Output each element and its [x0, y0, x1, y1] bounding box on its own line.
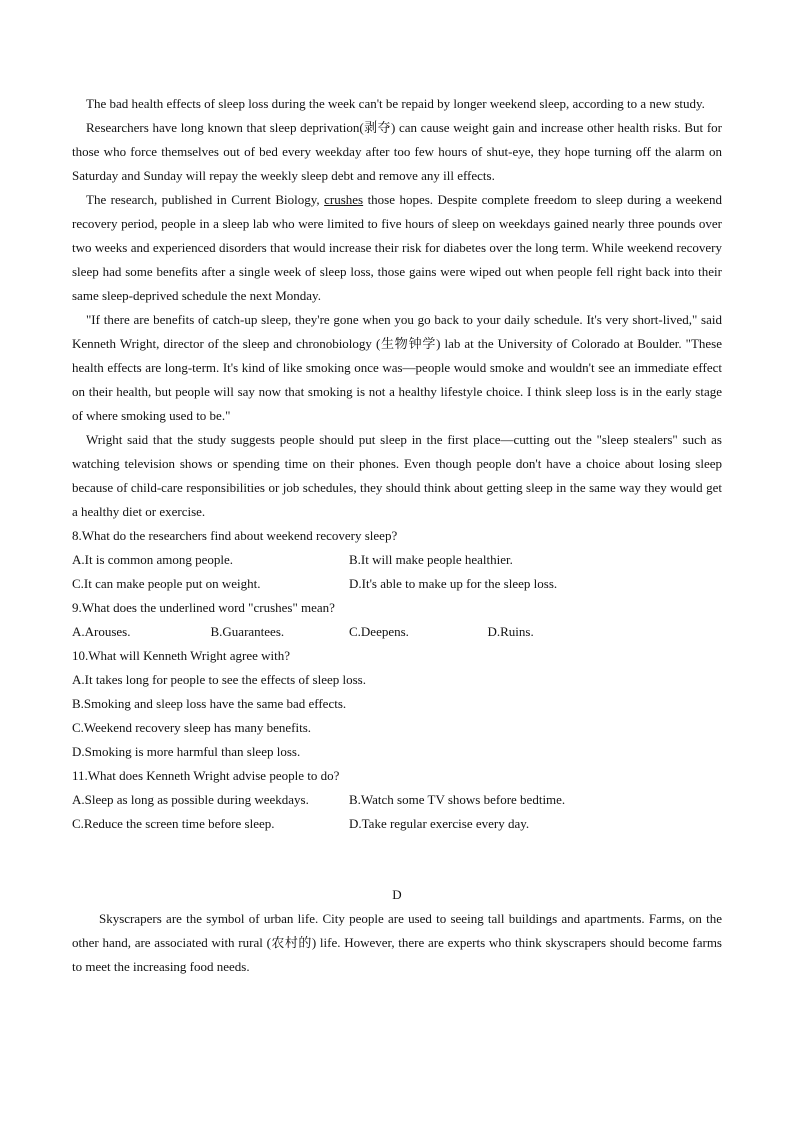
- question-8-option-b: B.It will make people healthier.: [349, 552, 513, 567]
- question-9-options: [72, 620, 722, 644]
- passage-paragraph-2: Researchers have long known that sleep deprivation(剥夺) can cause weight gain and increase other health risks. But for those who force themselves out of bed every weekday after too few hours of shut-eye, they hope turning off the alarm on Saturday and Sunday will repay the weekly sleep debt and remove any ill effects.: [72, 120, 722, 183]
- question-9-stem: 9.What does the underlined word "crushes" mean?: [72, 600, 335, 615]
- passage-paragraph-3: [72, 188, 722, 308]
- question-9-option-c: C.Deepens.: [349, 624, 409, 639]
- question-8-options-row-1: [72, 548, 722, 572]
- question-9-option-b: B.Guarantees.: [210, 624, 285, 639]
- question-11-option-a: A.Sleep as long as possible during weekdays.: [72, 792, 309, 807]
- paragraph-3-start: The research, published in Current Biology,: [86, 192, 325, 207]
- question-11-options-row-1: [72, 788, 722, 812]
- question-8-stem: 8.What do the researchers find about weekend recovery sleep?: [72, 528, 398, 543]
- question-11-option-b: B.Watch some TV shows before bedtime.: [349, 792, 566, 807]
- underlined-word-crushes: crushes: [324, 192, 364, 207]
- passage-paragraph-5: Wright said that the study suggests people should put sleep in the first place—cutting out the "sleep stealers" such as watching television shows or spending time on their phones. Even though people don't have a choice about losing sleep because of child-care responsibilities or job schedules, they should think about getting sleep in the same way they would get a healthy diet or exercise.: [72, 432, 722, 519]
- question-9-option-a: A.Arouses.: [72, 624, 131, 639]
- question-10-option-b: B.Smoking and sleep loss have the same bad effects.: [72, 696, 347, 711]
- question-10-option-c: C.Weekend recovery sleep has many benefits.: [72, 720, 312, 735]
- question-10-option-d: D.Smoking is more harmful than sleep loss.: [72, 744, 301, 759]
- question-11-option-c: C.Reduce the screen time before sleep.: [72, 816, 275, 831]
- section-d-paragraph-1: Skyscrapers are the symbol of urban life. City people are used to seeing tall buildings and apartments. Farms, on the other hand, are associated with rural (农村的) life. However, there are experts who think skyscrapers should become farms to meet the increasing food needs.: [72, 911, 722, 974]
- question-11-option-d: D.Take regular exercise every day.: [349, 816, 530, 831]
- question-8-option-d: D.It's able to make up for the sleep loss.: [349, 576, 558, 591]
- passage-paragraph-1: The bad health effects of sleep loss during the week can't be repaid by longer weekend sleep, according to a new study.: [86, 96, 705, 111]
- section-d-heading: D: [392, 887, 402, 902]
- paragraph-3-end: those hopes. Despite complete freedom to sleep during a weekend recovery period, people in a sleep lab who were limited to five hours of sleep on weekdays gained nearly three pounds over two weeks and experienced disorders that would increase their risk for diabetes over the long term. While weekend recovery sleep had some benefits after a single week of sleep loss, those gains were wiped out when people fell right back into their same sleep-deprived schedule the next Monday.: [72, 192, 723, 303]
- question-9-option-d: D.Ruins.: [487, 624, 534, 639]
- question-8-option-a: A.It is common among people.: [72, 552, 234, 567]
- question-11-options-row-2: [72, 812, 722, 836]
- question-11-stem: 11.What does Kenneth Wright advise people to do?: [72, 768, 340, 783]
- question-8-option-c: C.It can make people put on weight.: [72, 576, 261, 591]
- question-8-options-row-2: [72, 572, 722, 596]
- question-10-stem: 10.What will Kenneth Wright agree with?: [72, 648, 291, 663]
- document-page: [72, 92, 722, 979]
- question-10-option-a: A.It takes long for people to see the effects of sleep loss.: [72, 672, 366, 687]
- passage-paragraph-4: "If there are benefits of catch-up sleep, they're gone when you go back to your daily schedule. It's very short-lived," said Kenneth Wright, director of the sleep and chronobiology (生物钟学) lab at the University of Colorado at Boulder. "These health effects are long-term. It's kind of like smoking once was—people would smoke and wouldn't see an immediate effect on their health, but people will say now that smoking is not a healthy lifestyle choice. I think sleep loss is in the early stage of where smoking used to be.": [72, 312, 722, 423]
